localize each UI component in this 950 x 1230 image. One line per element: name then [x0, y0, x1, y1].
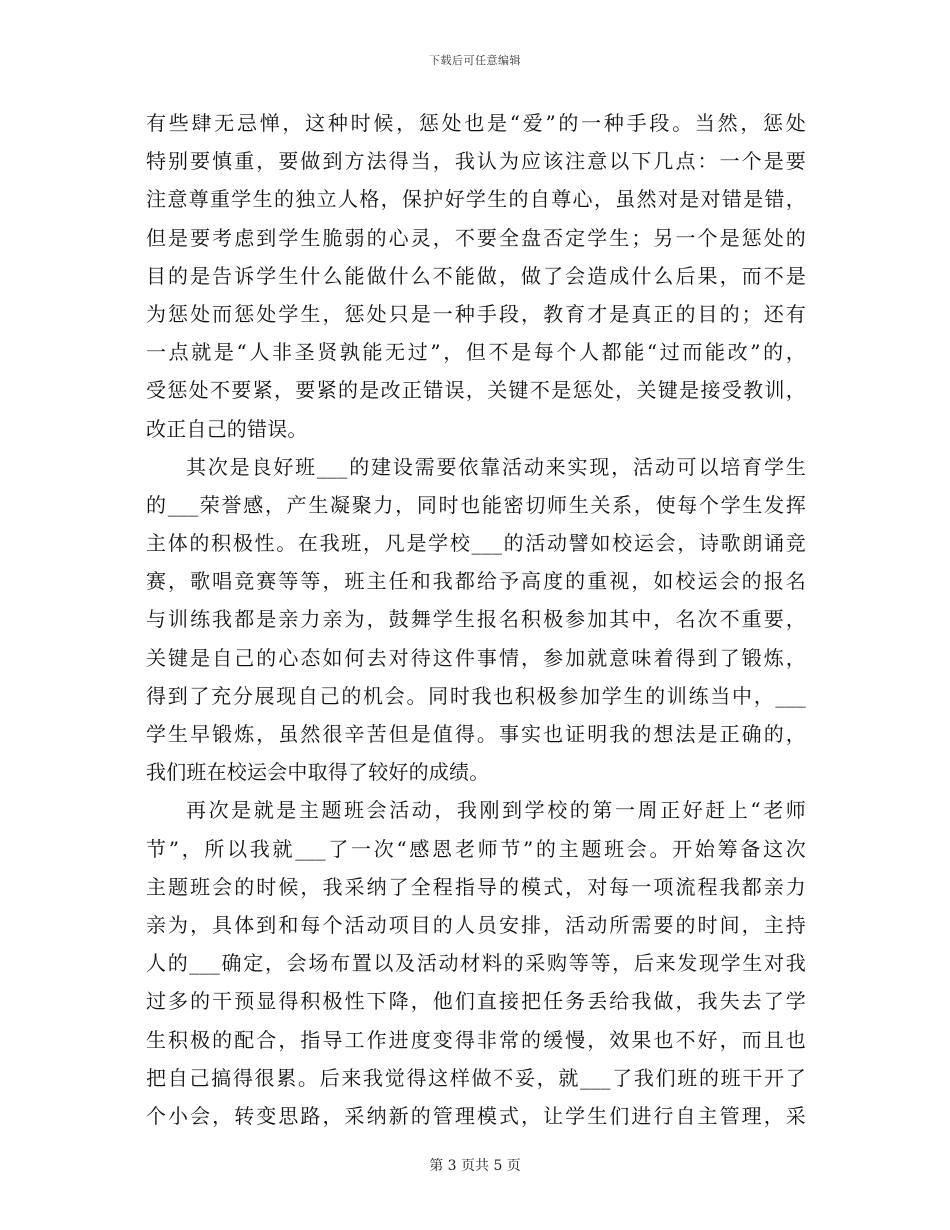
text-line: 一点就是“人非圣贤孰能无过”，但不是每个人都能“过而能改”的， — [146, 340, 806, 365]
text-line: 亲为，具体到和每个活动项目的人员安排，活动所需要的时间，主持 — [146, 912, 806, 937]
text-line: 的___荣誉感，产生凝聚力，同时也能密切师生关系，使每个学生发挥 — [146, 492, 806, 517]
text-line-paragraph-end: 我们班在校运会中取得了较好的成绩。 — [146, 760, 490, 785]
text-line-paragraph-end: 改正自己的错误。 — [146, 416, 308, 441]
text-line: 赛，歌唱竞赛等等，班主任和我都给予高度的重视，如校运会的报名 — [146, 569, 806, 594]
text-line: 注意尊重学生的独立人格，保护好学生的自尊心，虽然对是对错是错， — [146, 187, 806, 212]
text-line: 关键是自己的心态如何去对待这件事情，参加就意味着得到了锻炼， — [146, 645, 806, 670]
text-line: 节”，所以我就___了一次“感恩老师节”的主题班会。开始筹备这次 — [146, 836, 806, 861]
page-header: 下载后可任意编辑 — [429, 54, 521, 67]
text-line: 学生早锻炼，虽然很辛苦但是值得。事实也证明我的想法是正确的， — [146, 722, 806, 746]
text-line: 个小会，转变思路，采纳新的管理模式，让学生们进行自主管理，采 — [146, 1103, 806, 1128]
text-line: 有些肆无忌惮，这种时候，惩处也是“爱”的一种手段。当然，惩处 — [146, 111, 806, 135]
text-line: 得到了充分展现自己的机会。同时我也积极参加学生的训练当中，___ — [146, 683, 806, 708]
text-line: 人的___确定，会场布置以及活动材料的采购等等，后来发现学生对我 — [146, 951, 806, 976]
paragraph-first-line: 再次是就是主题班会活动，我刚到学校的第一周正好赶上“老师 — [186, 798, 806, 823]
text-line: 受惩处不要紧，要紧的是改正错误，关键不是惩处，关键是接受教训， — [146, 378, 806, 403]
document-body — [146, 104, 806, 1135]
text-line: 目的是告诉学生什么能做什么不能做，做了会造成什么后果，而不是 — [146, 263, 806, 288]
text-line: 为惩处而惩处学生，惩处只是一种手段，教育才是真正的目的；还有 — [146, 301, 806, 326]
text-line: 但是要考虑到学生脆弱的心灵，不要全盘否定学生；另一个是惩处的 — [146, 225, 806, 250]
text-line: 过多的干预显得积极性下降，他们直接把任务丢给我做，我失去了学 — [146, 989, 806, 1014]
text-line: 生积极的配合，指导工作进度变得非常的缓慢，效果也不好，而且也 — [146, 1027, 806, 1052]
text-line: 主体的积极性。在我班，凡是学校___的活动譬如校运会，诗歌朗诵竞 — [146, 531, 806, 556]
page-number-footer: 第 3 页共 5 页 — [429, 1158, 521, 1174]
text-line: 主题班会的时候，我采纳了全程指导的模式，对每一项流程我都亲力 — [146, 874, 806, 899]
paragraph-first-line: 其次是良好班___的建设需要依靠活动来实现，活动可以培育学生 — [186, 454, 806, 479]
text-line: 与训练我都是亲力亲为，鼓舞学生报名积极参加其中，名次不重要， — [146, 607, 806, 632]
text-line: 特别要慎重，要做到方法得当，我认为应该注意以下几点：一个是要 — [146, 149, 806, 174]
text-line: 把自己搞得很累。后来我觉得这样做不妥，就___了我们班的班干开了 — [146, 1065, 806, 1090]
